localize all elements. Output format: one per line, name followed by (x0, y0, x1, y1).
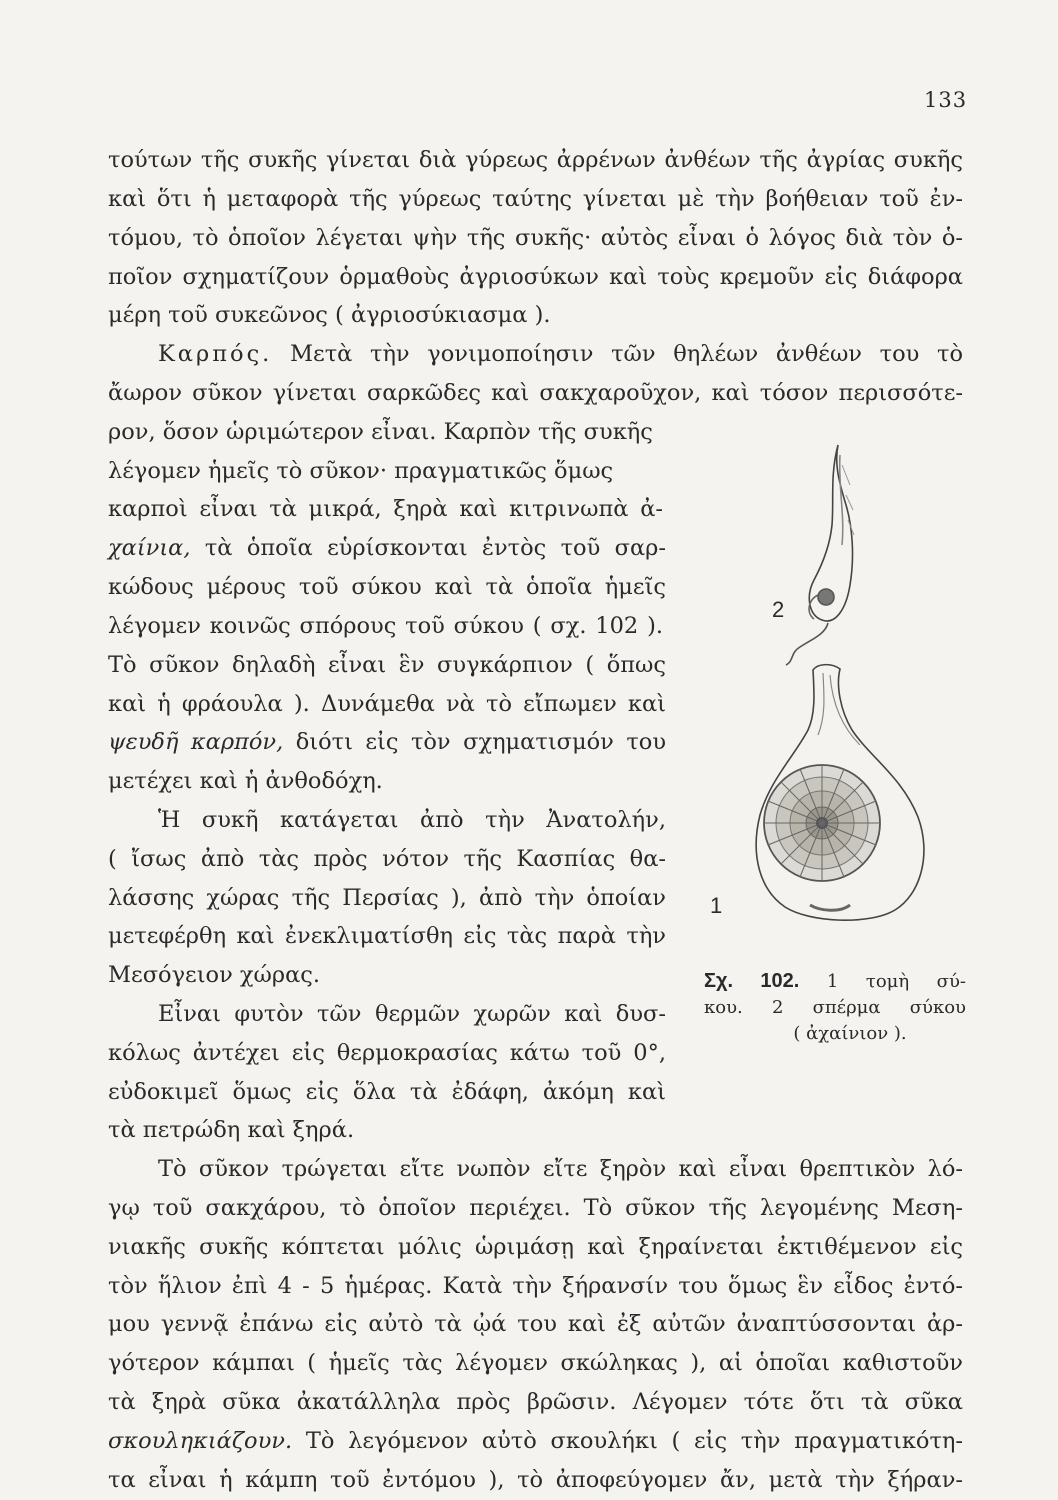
caption-line (704, 968, 966, 995)
section-heading: Καρπός. (158, 341, 273, 367)
text-line: λάσσης χώρας τῆς Περσίας ), ἀπὸ τὴν ὁποίαν (108, 885, 666, 911)
achene-mass-drawing (764, 765, 880, 881)
text-line: καὶ ἡ φράουλα ). Δυνάμεθα νὰ τὸ εἴπωμεν καὶ (108, 691, 666, 717)
text-line: τόμου, τὸ ὁποῖον λέγεται ψὴν τῆς συκῆς· αὐτὸς εἶναι ὁ λόγος διὰ τὸν ὁ- (108, 225, 963, 251)
text-span: τὰ ὁποῖα εὑρίσκονται ἐντὸς τοῦ σαρ- (190, 535, 666, 561)
figure-label-2: 2 (772, 597, 785, 622)
text-line: νιακῆς συκῆς κόπτεται μόλις ὡριμάσῃ καὶ ξηραίνεται ἐκτιθέμενον εἰς (108, 1234, 963, 1260)
fig-illustration (690, 425, 970, 945)
text-line: ρον, ὅσον ὡριμώτερον εἶναι. Καρπὸν τῆς συκῆς (108, 419, 653, 445)
text-line: ( ἴσως ἀπὸ τὰς πρὸς νότον τῆς Κασπίας θα- (108, 846, 666, 872)
text-line: Τὸ σῦκον τρώγεται εἴτε νωπὸν εἴτε ξηρὸν καὶ εἶναι θρεπτικὸν λό- (158, 1156, 963, 1182)
caption-line: κου. 2 σπέρμα σύκου (704, 997, 966, 1018)
text-line (108, 530, 666, 566)
text-line: τὰ πετρώδη καὶ ξηρά. (108, 1117, 355, 1143)
text-line: εὐδοκιμεῖ ὅμως εἰς ὅλα τὰ ἐδάφη, ἀκόμη καὶ (108, 1079, 666, 1105)
text-span: διότι εἰς τὸν σχηματισμόν του (283, 729, 666, 755)
text-line: ποῖον σχηματίζουν ὁρμαθοὺς ἀγριοσύκων καὶ τοὺς κρεμοῦν εἰς διάφορα (108, 264, 963, 290)
text-span: Τὸ λεγόμενον αὐτὸ σκουλήκι ( εἰς τὴν πραγματικότη- (292, 1428, 963, 1454)
figure-caption (704, 968, 966, 1047)
text-line: κώδους μέρους τοῦ σύκου καὶ τὰ ὁποῖα ἡμεῖς (108, 574, 666, 600)
paragraph-karpos (158, 336, 963, 372)
text-line: μετέχει καὶ ἡ ἀνθοδόχη. (108, 768, 383, 794)
text-line (108, 724, 666, 760)
text-line: ἄωρον σῦκον γίνεται σαρκῶδες καὶ σακχαροῦχον, καὶ τόσον περισσότε- (108, 380, 963, 406)
text-line: μετεφέρθη καὶ ἐνεκλιματίσθη εἰς τὰς παρὰ τὴν (108, 923, 666, 949)
text-line: τὸν ἥλιον ἐπὶ 4 - 5 ἡμέρας. Κατὰ τὴν ξήρανσίν του ὅμως ἓν εἶδος ἐντό- (108, 1273, 963, 1299)
text-line: κόλως ἀντέχει εἰς θερμοκρασίας κάτω τοῦ 0°, (108, 1040, 666, 1066)
text-line: Ἡ συκῆ κατάγεται ἀπὸ τὴν Ἀνατολήν, (158, 807, 666, 833)
seed-drawing (786, 445, 854, 665)
text-line: μέρη τοῦ συκεῶνος ( ἀγριοσύκιασμα ). (108, 302, 551, 328)
text-line: καὶ ὅτι ἡ μεταφορὰ τῆς γύρεως ταύτης γίνεται μὲ τὴν βοήθειαν τοῦ ἐν- (108, 186, 963, 212)
italic-term: ψευδῆ καρπόν, (108, 729, 284, 755)
text-span: Μετὰ τὴν γονιμοποίησιν τῶν θηλέων ἀνθέων του τὸ (272, 341, 963, 367)
page-number: 133 (924, 88, 968, 112)
text-line: λέγομεν κοινῶς σπόρους τοῦ σύκου ( σχ. 102 ). (108, 613, 663, 639)
text-line: καρποὶ εἶναι τὰ μικρά, ξηρὰ καὶ κιτρινωπὰ ἀ- (108, 496, 663, 522)
text-line: γότερον κάμπαι ( ἡμεῖς τὰς λέγομεν σκώληκας ), αἱ ὁποῖαι καθιστοῦν (108, 1350, 963, 1376)
caption-text: 1 τομὴ σύ- (799, 971, 966, 992)
italic-term: σκουληκιάζουν. (108, 1428, 293, 1454)
text-line: τούτων τῆς συκῆς γίνεται διὰ γύρεως ἀρρένων ἀνθέων τῆς ἀγρίας συκῆς (108, 147, 963, 173)
text-line (108, 1423, 963, 1459)
text-line: λέγομεν ἡμεῖς τὸ σῦκον· πραγματικῶς ὅμως (108, 458, 614, 484)
text-line: γῳ τοῦ σακχάρου, τὸ ὁποῖον περιέχει. Τὸ σῦκον τῆς λεγομένης Μεση- (108, 1195, 963, 1221)
italic-term: χαίνια, (108, 535, 191, 561)
text-line: Εἶναι φυτὸν τῶν θερμῶν χωρῶν καὶ δυσ- (158, 1001, 666, 1027)
caption-line: ( ἀχαίνιον ). (793, 1023, 907, 1044)
text-line: Μεσόγειον χώρας. (108, 962, 321, 988)
fig-drawing (690, 425, 970, 945)
caption-number: Σχ. 102. (704, 970, 800, 992)
figure-label-1: 1 (710, 893, 723, 918)
text-line: τα εἶναι ἡ κάμπη τοῦ ἐντόμου ), τὸ ἀποφεύγομεν ἄν, μετὰ τὴν ξήραν- (108, 1467, 963, 1493)
text-line: τὰ ξηρὰ σῦκα ἀκατάλληλα πρὸς βρῶσιν. Λέγομεν τότε ὅτι τὰ σῦκα (108, 1389, 963, 1415)
text-line: μου γεννᾷ ἐπάνω εἰς αὐτὸ τὰ ᾠά του καὶ ἐξ αὐτῶν ἀναπτύσσονται ἀρ- (108, 1311, 963, 1337)
text-line: Τὸ σῦκον δηλαδὴ εἶναι ἓν συγκάρπιον ( ὅπως (108, 652, 666, 678)
